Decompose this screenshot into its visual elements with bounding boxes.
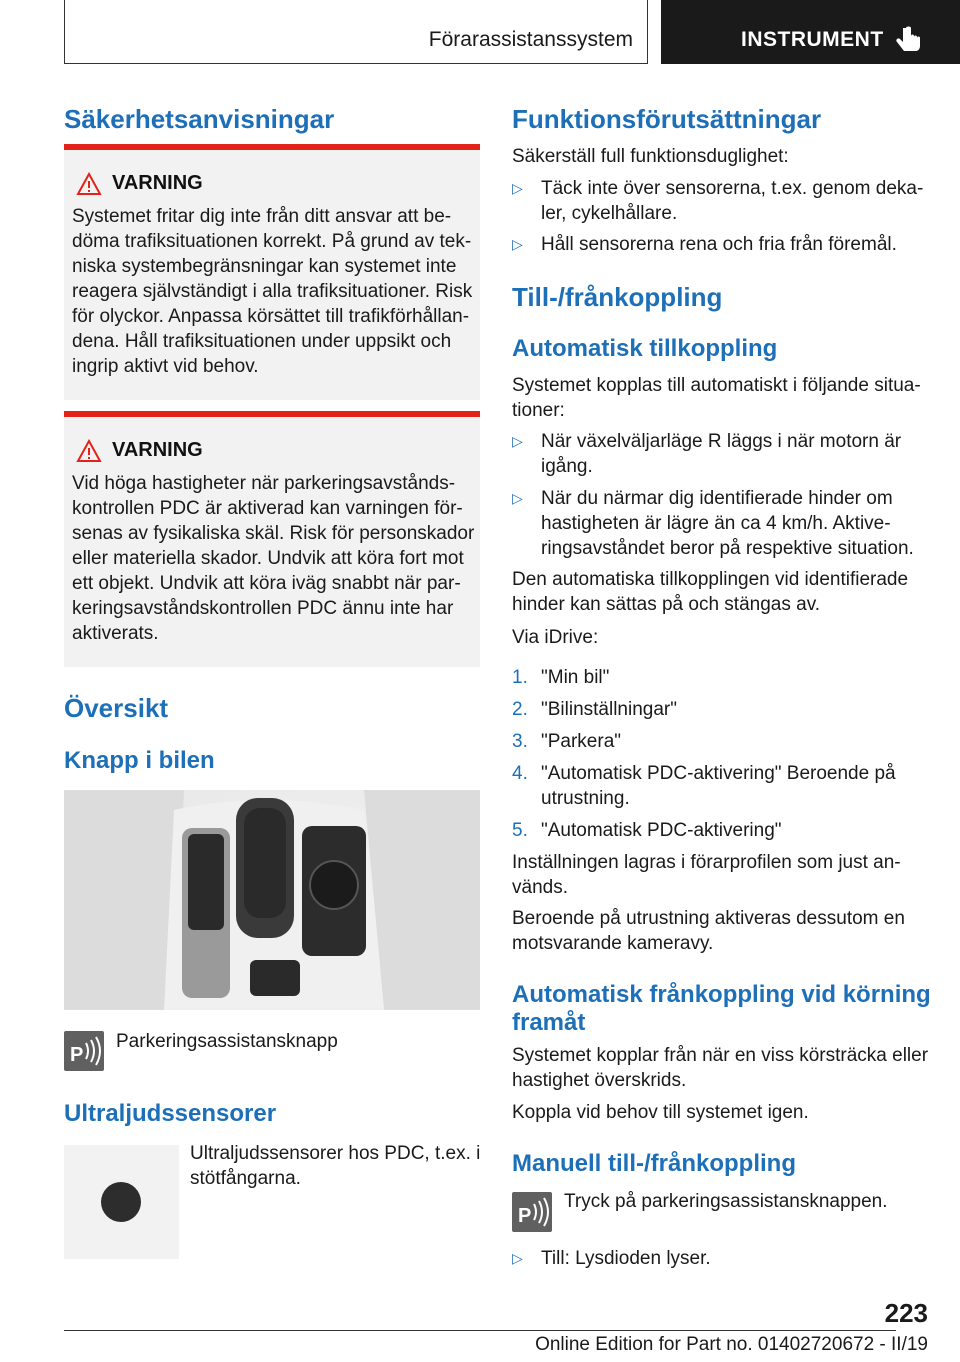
triangle-bullet-icon: ▷ — [512, 1250, 523, 1266]
warning-triangle-icon — [76, 172, 102, 196]
sensor-title: Ultraljudssensorer — [64, 1100, 277, 1127]
header-chapter-label: INSTRUMENT — [741, 28, 884, 51]
warning-box-2 — [64, 411, 480, 667]
sensor-circle — [101, 1182, 141, 1222]
warning-1-text: Systemet fritar dig inte från ditt ansvar att be‐ döma trafiksituationen korrekt. På grund av tek‐ niska systembegränsningar kan systemet inte reagera självständigt i alla trafiksituationer. Risk för olyckor. Anpassa körsättet till trafikförhållan‐ dena. Håll trafiksituationen under uppsikt och ingrip aktivt vid behov. — [72, 206, 473, 377]
triangle-bullet-icon: ▷ — [512, 490, 523, 506]
auto-on-title: Automatisk tillkoppling — [512, 335, 778, 362]
auto-off-title: Automatisk frånkoppling vid körning framåt — [512, 981, 931, 1036]
parking-assist-button-icon — [64, 1031, 104, 1071]
parking-assist-button-icon-2 — [512, 1192, 552, 1232]
parking-assist-icon — [512, 1192, 552, 1232]
triangle-bullet-icon: ▷ — [512, 180, 523, 196]
button-caption: Parkeringsassistansknapp — [116, 1031, 338, 1052]
page-number: 223 — [884, 1298, 928, 1328]
triangle-bullet-icon: ▷ — [512, 433, 523, 449]
auto-off-p2: Koppla vid behov till systemet igen. — [512, 1102, 809, 1123]
func-intro: Säkerställ full funktionsduglighet: — [512, 146, 789, 167]
safety-title: Säkerhetsanvisningar — [64, 104, 335, 134]
warning-box-1 — [64, 144, 480, 400]
warning-1-label: VARNING — [112, 172, 203, 194]
header-section-label: Förarassistanssystem — [428, 28, 633, 51]
header-section — [64, 0, 648, 64]
via-idrive: Via iDrive: — [512, 627, 599, 648]
svg-text:P: P — [518, 1205, 532, 1227]
manual-text: Tryck på parkeringsassistansknappen. — [564, 1191, 888, 1212]
warning-2-label: VARNING — [112, 439, 203, 461]
toggle-title: Till-/frånkoppling — [512, 282, 723, 312]
auto-on-p1: Den automatiska tillkopplingen vid identifierade hinder kan sättas på och stängas av. — [512, 569, 909, 615]
auto-off-p1: Systemet kopplar från när en viss körsträcka eller hastighet överskrids. — [512, 1045, 929, 1091]
after-steps-1: Inställningen lagras i förarprofilen som just an‐ vänds. — [512, 852, 901, 898]
footer-edition: Online Edition for Part no. 01402720672 - II/19 — [535, 1334, 928, 1355]
sensor-image — [64, 1145, 179, 1259]
button-title: Knapp i bilen — [64, 747, 215, 774]
parking-assist-icon — [64, 1031, 104, 1071]
svg-text:P: P — [70, 1044, 84, 1066]
footer-divider — [64, 1330, 896, 1331]
overview-title: Översikt — [64, 693, 169, 723]
warning-triangle-icon — [76, 439, 102, 463]
center-console-image — [64, 790, 480, 1010]
auto-on-intro: Systemet kopplas till automatiskt i följande situa‐ tioner: — [512, 375, 921, 421]
hand-pointer-icon — [893, 26, 923, 56]
sensor-text: Ultraljudssensorer hos PDC, t.ex. i stötfångarna. — [190, 1143, 481, 1189]
triangle-bullet-icon: ▷ — [512, 236, 523, 252]
after-steps-2: Beroende på utrustning aktiveras dessutom en motsvarande kameravy. — [512, 908, 905, 954]
manual-title: Manuell till-/frånkoppling — [512, 1150, 796, 1177]
warning-2-text: Vid höga hastigheter när parkeringsavstånds‐ kontrollen PDC är aktiverad kan varningen för‐ senas av fysikaliska skäl. Risk för personskador eller materiella skador. Undvik att köra fort mot ett objekt. Undvik att köra iväg snabbt när par‐ keringsavståndskontrollen PDC ännu inte har aktiverats. — [72, 473, 475, 644]
func-title: Funktionsförutsättningar — [512, 104, 822, 134]
